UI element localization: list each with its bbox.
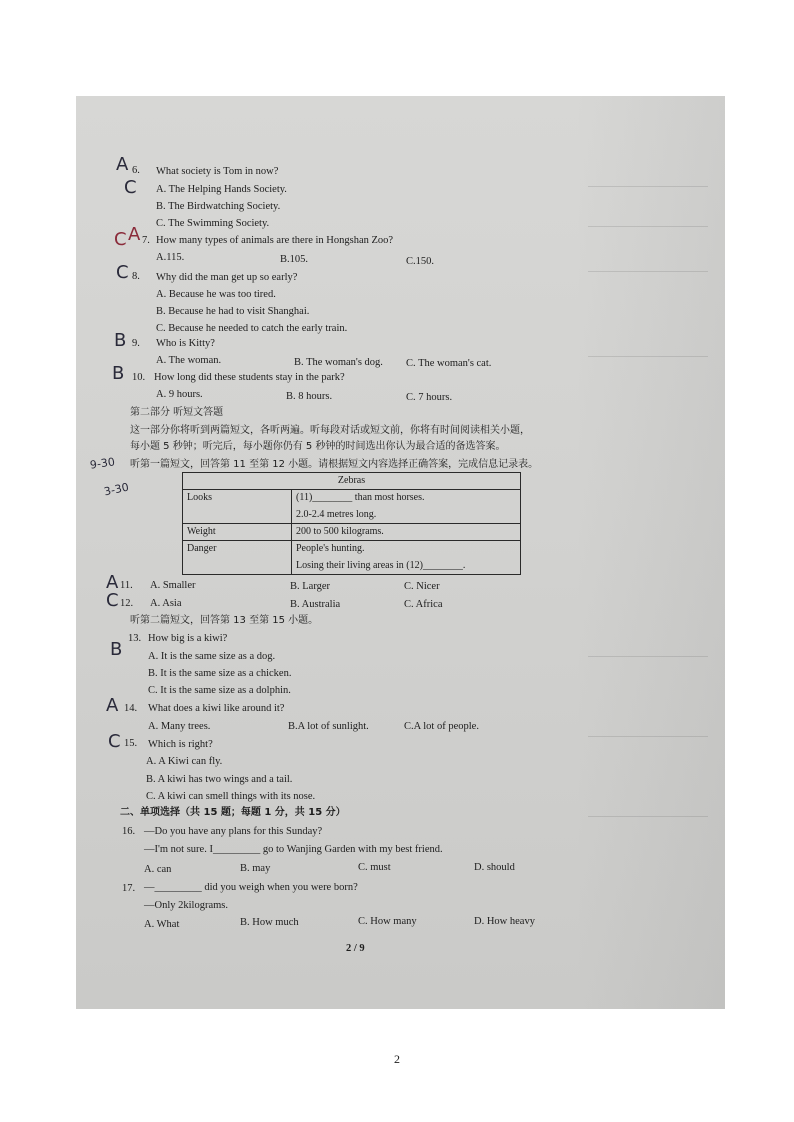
ghost-line <box>588 736 708 737</box>
q10-number: 10. <box>132 372 146 383</box>
q6-number: 6. <box>132 165 140 176</box>
table-line: People's hunting. <box>296 543 365 554</box>
q9-stem: Who is Kitty? <box>156 338 215 349</box>
handwritten-mark: B <box>112 363 125 384</box>
q9-option-b: B. The woman's dog. <box>294 357 383 368</box>
q10-stem: How long did these students stay in the park? <box>154 372 345 383</box>
q17-option-d: D. How heavy <box>474 916 535 927</box>
q11-option-a: A. Smaller <box>150 580 196 591</box>
q6-option-a: A. The Helping Hands Society. <box>156 184 287 195</box>
part2-title: 第二部分 听短文答题 <box>130 407 224 418</box>
q16-option-c: C. must <box>358 862 391 873</box>
table-row <box>183 490 521 524</box>
q6-stem: What society is Tom in now? <box>156 166 279 177</box>
handwritten-mark: B <box>110 639 123 660</box>
q10-option-b: B. 8 hours. <box>286 391 333 402</box>
q16-question: —Do you have any plans for this Sunday? <box>144 826 323 837</box>
handwritten-mark: C <box>108 731 121 752</box>
q11-number: 11. <box>120 580 133 591</box>
q10-option-a: A. 9 hours. <box>156 389 203 400</box>
table-cell-looks <box>292 490 521 524</box>
q17-option-a: A. What <box>144 919 180 930</box>
scan-shadow <box>575 96 725 1009</box>
q10-option-c: C. 7 hours. <box>406 392 453 403</box>
q17-question: —_________ did you weigh when you were born? <box>144 882 358 893</box>
q7-option-b: B.105. <box>280 254 309 265</box>
q7-option-c: C.150. <box>406 256 435 267</box>
table-line: Losing their living areas in (12)________. <box>296 560 466 571</box>
handwritten-mark: A <box>128 224 141 245</box>
q17-option-b: B. How much <box>240 917 299 928</box>
passage1-instruction: 听第一篇短文，回答第 11 至第 12 小题。请根据短文内容选择正确答案，完成信息记录表。 <box>130 459 539 470</box>
ghost-line <box>588 356 708 357</box>
q15-option-c: C. A kiwi can smell things with its nose. <box>146 791 316 802</box>
q17-response: —Only 2kilograms. <box>144 900 228 911</box>
q7-number: 7. <box>142 235 150 246</box>
q14-number: 14. <box>124 703 138 714</box>
q9-option-a: A. The woman. <box>156 355 222 366</box>
q8-option-c: C. Because he needed to catch the early train. <box>156 323 348 334</box>
q8-number: 8. <box>132 271 140 282</box>
q15-number: 15. <box>124 738 138 749</box>
table-label-danger: Danger <box>183 541 292 575</box>
q12-number: 12. <box>120 598 134 609</box>
table-label-weight: Weight <box>183 524 292 541</box>
handwritten-mark: C <box>106 590 119 611</box>
section2-heading: 二、单项选择（共 15 题；每题 1 分，共 15 分） <box>120 807 346 818</box>
q12-option-a: A. Asia <box>150 598 182 609</box>
q12-option-c: C. Africa <box>404 599 443 610</box>
q16-option-d: D. should <box>474 862 515 873</box>
table-label-looks: Looks <box>183 490 292 524</box>
q16-response: —I'm not sure. I_________ go to Wanjing Garden with my best friend. <box>144 844 443 855</box>
q8-option-b: B. Because he had to visit Shanghai. <box>156 306 310 317</box>
q13-option-c: C. It is the same size as a dolphin. <box>148 685 291 696</box>
q16-option-b: B. may <box>240 863 271 874</box>
q14-option-b: B.A lot of sunlight. <box>288 721 369 732</box>
part2-instruction-2: 每小题 5 秒钟；听完后，每小题你仍有 5 秒钟的时间选出你认为最合适的备选答案。 <box>130 441 506 452</box>
handwritten-mark: A <box>106 572 119 593</box>
part2-instruction-1: 这一部分你将听到两篇短文，各听两遍。听每段对话或短文前，你将有时间阅读相关小题， <box>130 425 530 436</box>
table-line: 2.0-2.4 metres long. <box>296 509 377 520</box>
ghost-line <box>588 226 708 227</box>
ghost-line <box>588 186 708 187</box>
q7-stem: How many types of animals are there in Hongshan Zoo? <box>156 235 394 246</box>
scanned-page <box>76 96 725 1009</box>
ghost-line <box>588 656 708 657</box>
q14-option-c: C.A lot of people. <box>404 721 479 732</box>
q16-option-a: A. can <box>144 864 172 875</box>
table-cell-danger <box>292 541 521 575</box>
q6-option-b: B. The Birdwatching Society. <box>156 201 281 212</box>
handwritten-mark: B <box>114 330 127 351</box>
q15-option-b: B. A kiwi has two wings and a tail. <box>146 774 293 785</box>
handwritten-mark: C <box>114 229 127 250</box>
q7-option-a: A.115. <box>156 252 185 263</box>
table-row <box>183 524 521 541</box>
q11-option-b: B. Larger <box>290 581 331 592</box>
table-cell-weight: 200 to 500 kilograms. <box>292 524 521 541</box>
q14-option-a: A. Many trees. <box>148 721 211 732</box>
table-line: (11)________ than most horses. <box>296 492 425 503</box>
q9-number: 9. <box>132 338 140 349</box>
handwritten-mark: C <box>116 262 129 283</box>
q8-stem: Why did the man get up so early? <box>156 272 298 283</box>
q17-option-c: C. How many <box>358 916 417 927</box>
q13-stem: How big is a kiwi? <box>148 633 228 644</box>
q6-option-c: C. The Swimming Society. <box>156 218 270 229</box>
q14-stem: What does a kiwi like around it? <box>148 703 285 714</box>
q9-option-c: C. The woman's cat. <box>406 358 492 369</box>
scan-page-indicator: 2 / 9 <box>346 943 365 954</box>
table-title: Zebras <box>183 473 521 490</box>
handwritten-note: 3-30 <box>102 480 130 499</box>
page-number: 2 <box>394 1052 400 1066</box>
q8-option-a: A. Because he was too tired. <box>156 289 276 300</box>
zebra-info-table <box>182 472 521 575</box>
q13-number: 13. <box>128 633 142 644</box>
q13-option-a: A. It is the same size as a dog. <box>148 651 276 662</box>
handwritten-mark: A <box>106 695 119 716</box>
q12-option-b: B. Australia <box>290 599 341 610</box>
table-row <box>183 541 521 575</box>
handwritten-mark: A <box>116 154 129 175</box>
handwritten-mark: C <box>124 177 137 198</box>
q16-number: 16. <box>122 826 136 837</box>
q17-number: 17. <box>122 883 136 894</box>
q15-stem: Which is right? <box>148 739 213 750</box>
q11-option-c: C. Nicer <box>404 581 440 592</box>
passage2-instruction: 听第二篇短文，回答第 13 至第 15 小题。 <box>130 615 319 626</box>
q13-option-b: B. It is the same size as a chicken. <box>148 668 292 679</box>
ghost-line <box>588 271 708 272</box>
handwritten-note: 9-30 <box>89 455 116 472</box>
q15-option-a: A. A Kiwi can fly. <box>146 756 223 767</box>
ghost-line <box>588 816 708 817</box>
